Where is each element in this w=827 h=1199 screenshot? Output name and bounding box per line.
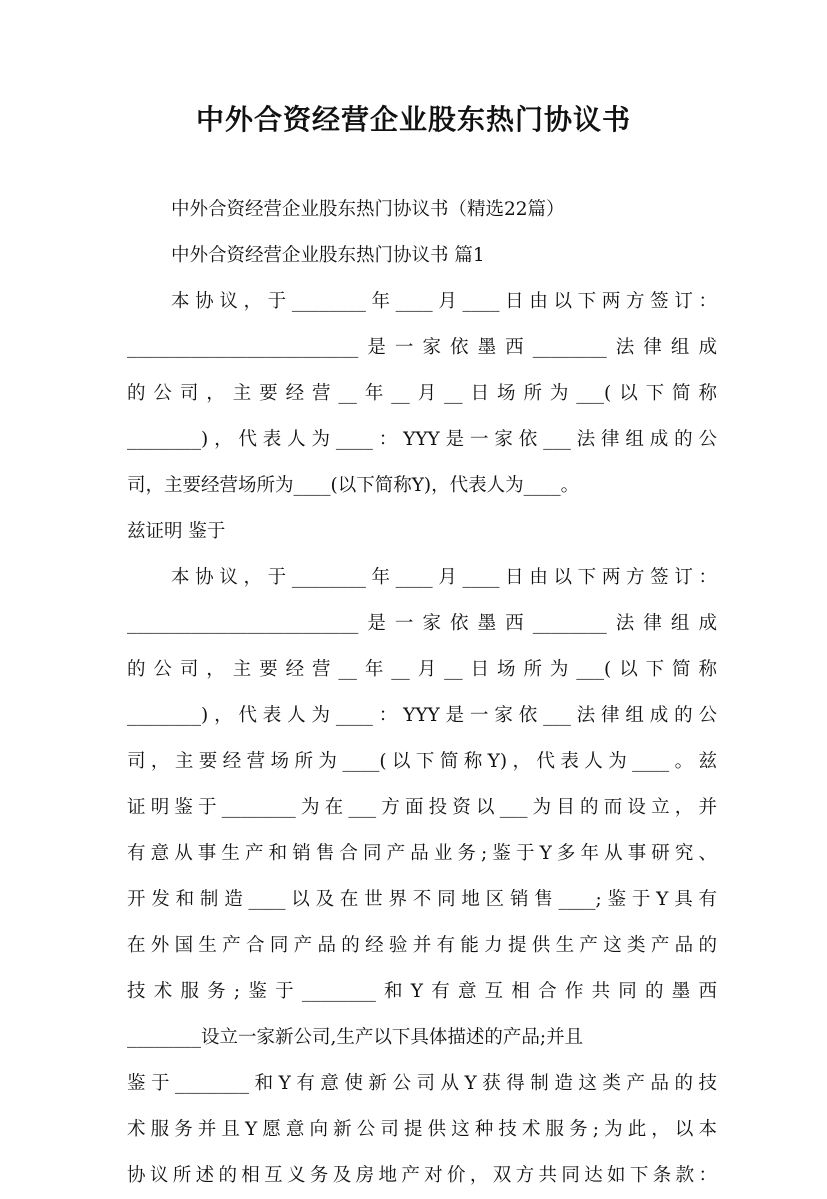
text-line: 中外合资经营企业股东热门协议书（精选22篇） [171, 199, 565, 220]
text-line: ________)，代表人为____：YYY是一家依___法律组成的公 [127, 705, 717, 726]
document-title: 中外合资经营企业股东热门协议书 [195, 103, 631, 136]
text-line: _________________________是一家依墨西________法律组成 [127, 337, 717, 358]
text-line: 司，主要经营场所为____(以下简称Y)，代表人为____。 [127, 475, 580, 496]
document-body [127, 187, 717, 1199]
text-line: _________________________是一家依墨西________法律组成 [127, 613, 717, 634]
text-line: 本协议，于________年____月____日由以下两方签订： [171, 567, 717, 588]
text-line: 中外合资经营企业股东热门协议书 篇1 [171, 245, 485, 266]
text-line: 协议所述的相互义务及房地产对价，双方共同达如下条款： [127, 1165, 717, 1186]
text-line: 证明鉴于________为在___方面投资以___为目的而设立，并 [127, 797, 717, 818]
text-line: 的公司，主要经营__年__月__日场所为___(以下简称 [127, 383, 717, 404]
text-line: 开发和制造____以及在世界不同地区销售____;鉴于Y具有 [127, 889, 717, 910]
text-line: 术服务并且Y愿意向新公司提供这种技术服务;为此，以本 [127, 1119, 717, 1140]
text-line: 司，主要经营场所为____(以下简称Y)，代表人为____。兹 [127, 751, 717, 772]
text-line: 兹证明 鉴于 [127, 521, 226, 542]
text-line: 的公司，主要经营__年__月__日场所为___(以下简称 [127, 659, 717, 680]
text-line: 有意从事生产和销售合同产品业务;鉴于Y多年从事研究、 [127, 843, 717, 864]
text-line: 在外国生产合同产品的经验并有能力提供生产这类产品的 [127, 935, 717, 956]
text-line: 鉴于________和Y有意使新公司从Y获得制造这类产品的技 [127, 1073, 717, 1094]
text-line: ________设立一家新公司,生产以下具体描述的产品;并且 [127, 1027, 584, 1048]
text-line: 本协议，于________年____月____日由以下两方签订： [171, 291, 717, 312]
text-line: ________)，代表人为____：YYY是一家依___法律组成的公 [127, 429, 717, 450]
text-line: 技术服务;鉴于________和Y有意互相合作共同的墨西 [127, 981, 717, 1002]
